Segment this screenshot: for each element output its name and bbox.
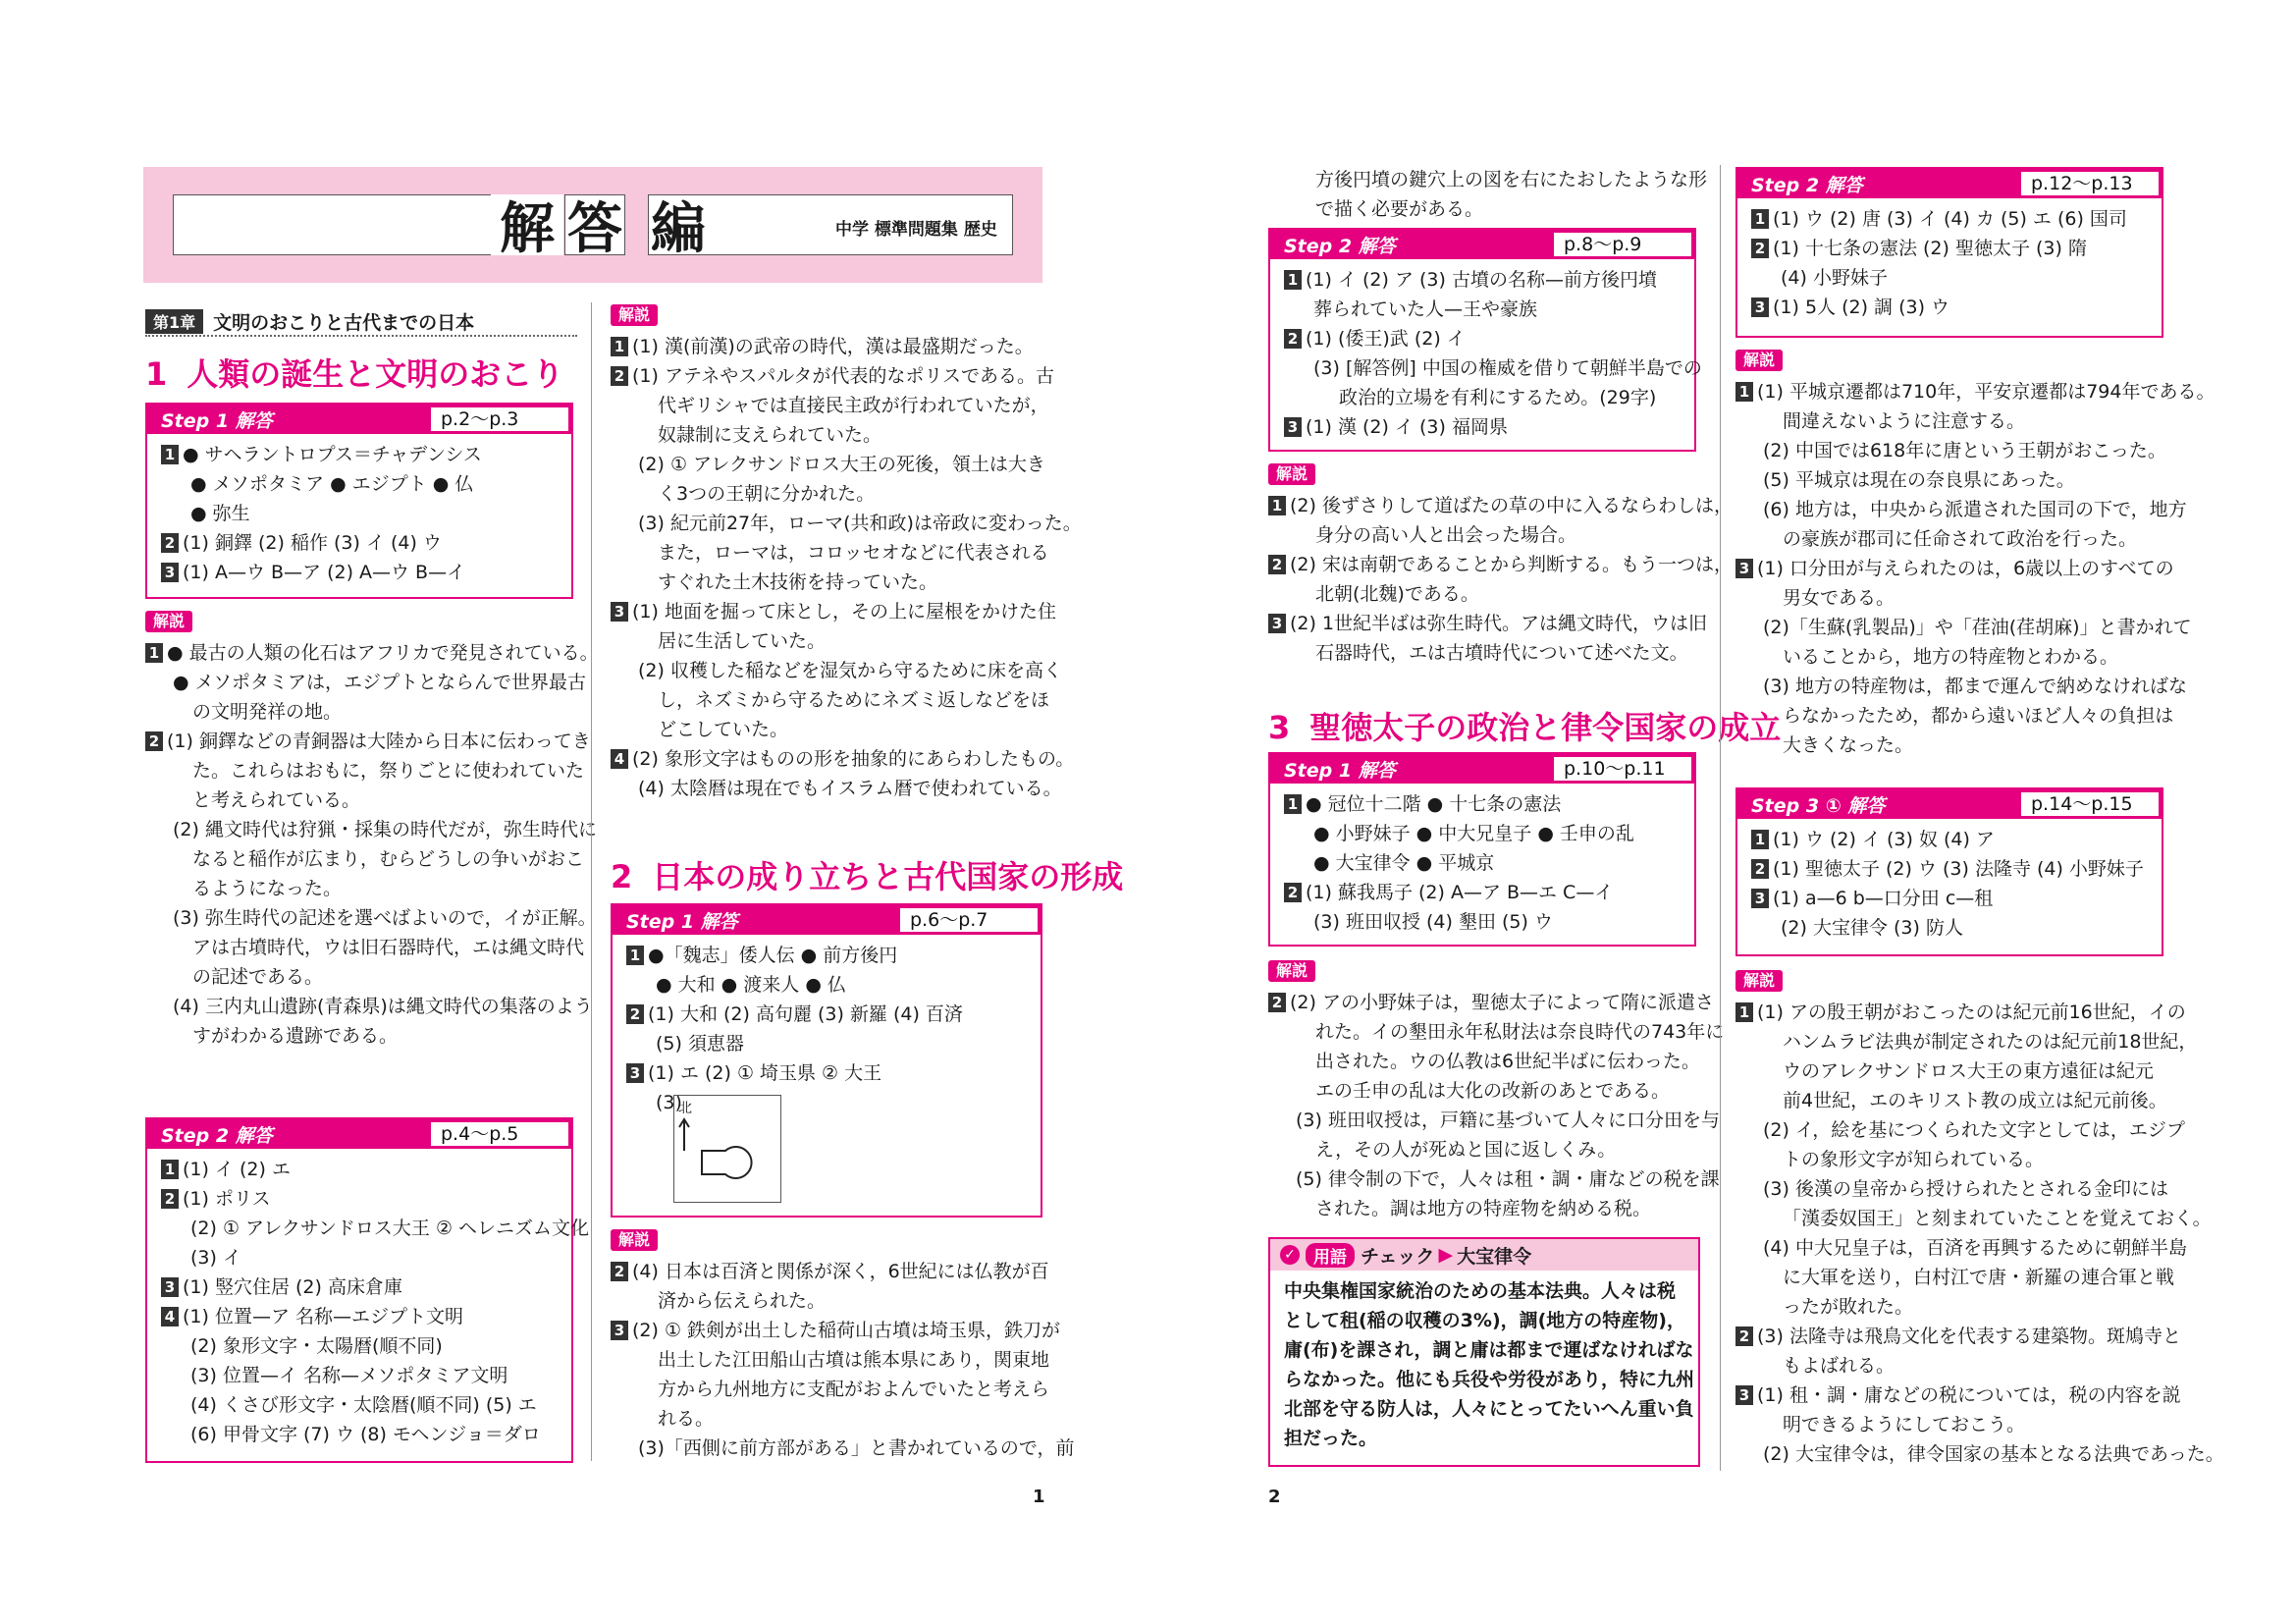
explanation-line: と考えられている。 xyxy=(192,789,361,811)
answer-line: (1) 十七条の憲法 (2) 聖徳太子 (3) 隋 xyxy=(1773,238,2087,259)
answer-line: ● 冠位十二階 ● 十七条の憲法 xyxy=(1306,793,1562,815)
term-check-header xyxy=(1270,1239,1698,1271)
explanation-line: (3) 後漢の皇帝から授けられたとされる金印には xyxy=(1763,1178,2168,1200)
keyhole-tomb-figure xyxy=(673,1095,781,1203)
answer-line: (1) 銅鐸 (2) 稲作 (3) イ (4) ウ xyxy=(183,532,442,554)
col4-step3-box xyxy=(1735,787,2163,956)
answer-line: (2) 象形文字・太陽暦(順不同) xyxy=(190,1335,443,1357)
question-number: 1 xyxy=(1751,830,1769,849)
step-label: Step 2 解答 xyxy=(1751,174,1863,196)
explanation-line: (1) 地面を掘って床とし，その上に屋根をかけた住 xyxy=(632,601,1056,623)
explanation-line: らなかったため，都から遠いほど人々の負担は xyxy=(1783,705,2174,727)
question-number: 1 xyxy=(1268,496,1286,515)
explanation-line: に大軍を送り，白村江で唐・新羅の連合軍と戦 xyxy=(1783,1267,2175,1288)
answer-line: (1) 竪穴住居 (2) 高床倉庫 xyxy=(183,1276,402,1298)
section-3-title xyxy=(1268,703,1781,748)
question-number: 2 xyxy=(626,1004,644,1024)
explanation-line: (2) ① アレクサンドロス大王の死後，領土は大き xyxy=(638,454,1045,475)
explanation-line: ● メソポタミアは，エジプトとならんで世界最古 xyxy=(173,672,587,693)
step-label: Step 3 ① 解答 xyxy=(1751,794,1886,817)
answer-line: ● 弥生 xyxy=(190,503,250,524)
question-number: 1 xyxy=(1735,1002,1753,1022)
explanation-line: 済から伝えられた。 xyxy=(658,1290,827,1312)
step-label: Step 1 解答 xyxy=(161,409,273,432)
question-number: 2 xyxy=(1751,859,1769,879)
check-icon: ✓ xyxy=(1280,1245,1300,1265)
term-line: 北部を守る防人は，人々にとってたいへん重い負 xyxy=(1284,1398,1694,1420)
term-check-body xyxy=(1270,1271,1698,1459)
term-name: 大宝律令 xyxy=(1457,1245,1532,1268)
answer-box-header xyxy=(1737,169,2162,198)
explanation-label: 解説 xyxy=(611,304,658,326)
explanation-line: エの壬申の乱は大化の改新のあとである。 xyxy=(1315,1080,1671,1102)
question-number: 3 xyxy=(1751,298,1769,317)
explanation-line: (3) 法隆寺は飛鳥文化を代表する建築物。斑鳩寺と xyxy=(1757,1326,2181,1347)
column-divider xyxy=(1720,165,1721,1471)
explanation-line: (2) 宋は南朝であることから判断する。もう一つは， xyxy=(1290,554,1733,575)
question-number: 1 xyxy=(1284,270,1302,290)
explanation-line: (2) 1世紀半ばは弥生時代。アは縄文時代，ウは旧 xyxy=(1290,613,1708,634)
explanation-line: 代ギリシャでは直接民主政が行われていたが， xyxy=(658,395,1049,416)
explanation-line: (4) 日本は百済と関係が深く，6世紀には仏教が百 xyxy=(632,1261,1049,1282)
answer-list xyxy=(147,434,571,593)
chapter-number: 第1章 xyxy=(145,309,203,334)
explanation-line: 間違えないように注意する。 xyxy=(1783,410,2026,432)
question-number: 1 xyxy=(1284,794,1302,814)
explanation-line: 出土した江田船山古墳は熊本県にあり，関東地 xyxy=(658,1349,1050,1371)
page-ref: p.12～p.13 xyxy=(2021,172,2159,195)
answer-line: (1) 5人 (2) 調 (3) ウ xyxy=(1773,297,1950,318)
explanation-label: 解説 xyxy=(1735,970,1783,992)
page-ref: p.4～p.5 xyxy=(431,1122,568,1146)
question-number: 4 xyxy=(161,1307,179,1326)
sec1-step1-box xyxy=(145,403,573,599)
chapter-title: 文明のおこりと古代までの日本 xyxy=(213,311,475,334)
explanation-line: く3つの王朝に分かれた。 xyxy=(658,483,876,505)
explanation-label: 解説 xyxy=(1735,350,1783,371)
explanation-line: (3) 班田収授は，戸籍に基づいて人々に口分田を与 xyxy=(1296,1110,1720,1131)
explanation-line: (4) 三内丸山遺跡(青森県)は縄文時代の集落のよう xyxy=(173,996,593,1017)
explanation-tag xyxy=(611,304,658,326)
header-right-box xyxy=(648,194,1013,261)
answer-line: ● 大和 ● 渡来人 ● 仏 xyxy=(656,974,846,996)
explanation-line: (2) 象形文字はものの形を抽象的にあらわしたもの。 xyxy=(632,748,1075,770)
question-number: 1 xyxy=(1735,382,1753,402)
explanation-line: れた。イの墾田永年私財法は奈良時代の743年に xyxy=(1315,1021,1725,1043)
question-number: 3 xyxy=(1735,559,1753,578)
term-pill: 用語 xyxy=(1306,1243,1355,1268)
explanation-line: ったが敗れた。 xyxy=(1783,1296,1914,1318)
question-number: 3 xyxy=(1735,1385,1753,1405)
question-number: 3 xyxy=(626,1063,644,1083)
page-ref: p.10～p.11 xyxy=(1554,757,1691,781)
explanation-tag xyxy=(1735,970,1783,992)
book-name: 中学 標準問題集 歴史 xyxy=(835,220,997,240)
answer-line: (4) くさび形文字・太陰暦(順不同) (5) エ xyxy=(190,1394,537,1416)
explanation-line: の豪族が郡司に任命されて政治を行った。 xyxy=(1783,528,2138,550)
explanation-line: (2) アの小野妹子は，聖徳太子によって隋に派遣さ xyxy=(1290,992,1714,1013)
explanation-line: ハンムラビ法典が制定されたのは紀元前18世紀， xyxy=(1783,1031,2198,1053)
step-label: Step 1 解答 xyxy=(1284,759,1396,782)
question-number: 3 xyxy=(611,602,628,622)
question-number: 1 xyxy=(161,445,179,464)
explanation-line: どこしていた。 xyxy=(658,719,789,740)
answer-line: ● メソポタミア ● エジプト ● 仏 xyxy=(190,473,474,495)
header-kanji-2: 答 xyxy=(564,194,625,255)
explanation-line: された。調は地方の特産物を納める税。 xyxy=(1315,1198,1652,1219)
explanation-line: (1) 口分田が与えられたのは，6歳以上のすべての xyxy=(1757,558,2174,579)
question-number: 2 xyxy=(1268,993,1286,1012)
answer-box-header xyxy=(1270,230,1694,259)
explanation-line: ウのアレクサンドロス大王の東方遠征は紀元 xyxy=(1783,1060,2154,1082)
answer-line: (1) イ (2) エ xyxy=(183,1159,291,1180)
question-number: 3 xyxy=(161,1277,179,1297)
explanation-line: もよばれる。 xyxy=(1783,1355,1896,1377)
question-number: 2 xyxy=(611,366,628,386)
question-number: 1 xyxy=(1751,209,1769,229)
answer-line: (3) [解答例] 中国の権威を借りて朝鮮半島での xyxy=(1313,357,1702,379)
explanation-tag xyxy=(145,611,192,632)
step-label: Step 1 解答 xyxy=(626,910,738,933)
section-number: 3 xyxy=(1268,709,1291,746)
answer-list xyxy=(1270,784,1694,943)
question-number: 2 xyxy=(1735,1326,1753,1346)
sec2-explanation xyxy=(611,1257,1075,1463)
col3-explanation xyxy=(1268,491,1733,668)
answer-line: (1) ポリス xyxy=(183,1188,271,1210)
question-number: 1 xyxy=(626,946,644,965)
question-number: 1 xyxy=(161,1160,179,1179)
question-number: 2 xyxy=(145,731,163,751)
step-label: Step 2 解答 xyxy=(1284,235,1396,257)
explanation-line: 大きくなった。 xyxy=(1783,734,1914,756)
term-check-box xyxy=(1268,1237,1700,1467)
term-line: 担だった。 xyxy=(1284,1428,1378,1449)
question-number: 2 xyxy=(161,533,179,553)
answer-line: (1) ウ (2) 唐 (3) イ (4) カ (5) エ (6) 国司 xyxy=(1773,208,2127,230)
explanation-line: の文明発祥の地。 xyxy=(192,701,343,723)
explanation-line: また，ローマは，コロッセオなどに代表される xyxy=(658,542,1049,564)
triangle-arrow-icon: ▶ xyxy=(1438,1244,1454,1266)
page-number-right: 2 xyxy=(1268,1487,1281,1507)
explanation-tag xyxy=(1268,463,1315,485)
answer-line: 政治的立場を有利にするため。(29字) xyxy=(1339,387,1657,408)
question-number: 3 xyxy=(1751,889,1769,908)
term-check-word: チェック xyxy=(1361,1245,1435,1268)
page-ref: p.8～p.9 xyxy=(1554,233,1691,256)
term-line: として租(稲の収穫の3%)，調(地方の特産物)， xyxy=(1284,1310,1685,1331)
answer-line: ● 小野妹子 ● 中大兄皇子 ● 壬申の乱 xyxy=(1313,823,1634,844)
explanation-tag xyxy=(1268,960,1315,982)
question-number: 3 xyxy=(1268,614,1286,633)
explanation-label: 解説 xyxy=(1268,463,1315,485)
page-ref: p.2～p.3 xyxy=(431,407,568,431)
explanation-line: 男女である。 xyxy=(1783,587,1896,609)
explanation-line: し，ネズミから守るためにネズミ返しなどをほ xyxy=(658,689,1050,711)
explanation-line: (3) 弥生時代の記述を選べばよいので，イが正解。 xyxy=(173,907,597,929)
explanation-label: 解説 xyxy=(1268,960,1315,982)
question-number: 3 xyxy=(161,563,179,582)
explanation-line: るようになった。 xyxy=(192,878,343,899)
answer-line: (3) xyxy=(656,1092,682,1113)
answer-line: 葬られていた人—王や豪族 xyxy=(1313,298,1538,320)
question-number: 2 xyxy=(1284,329,1302,349)
answer-list xyxy=(1270,259,1702,448)
explanation-line: (1) アの殷王朝がおこったのは紀元前16世紀，イの xyxy=(1757,1001,2186,1023)
explanation-line: (4) 太陰暦は現在でもイスラム暦で使われている。 xyxy=(638,778,1062,799)
answer-list xyxy=(147,1149,590,1455)
answer-line: (6) 甲骨文字 (7) ウ (8) モヘンジョ＝ダロ xyxy=(190,1424,541,1445)
question-number: 1 xyxy=(611,337,628,356)
answer-line: (1) 聖徳太子 (2) ウ (3) 法隆寺 (4) 小野妹子 xyxy=(1773,858,2144,880)
explanation-line: 身分の高い人と出会った場合。 xyxy=(1315,524,1577,546)
explanation-line: (2) イ，絵を基につくられた文字としては，エジプ xyxy=(1763,1119,2185,1141)
explanation-label: 解説 xyxy=(611,1229,658,1251)
explanation-line: (3) 紀元前27年，ローマ(共和政)は帝政に変わった。 xyxy=(638,513,1082,534)
answer-line: ● サヘラントロプス＝チャデンシス xyxy=(183,444,482,465)
question-number: 3 xyxy=(1284,417,1302,437)
explanation-line: (2) 収穫した稲などを湿気から守るために床を高く xyxy=(638,660,1062,681)
explanation-line: (2) 中国では618年に唐という王朝がおこった。 xyxy=(1763,440,2166,461)
answer-list xyxy=(1737,198,2162,328)
explanation-line: (2) ① 鉄剣が出土した稲荷山古墳は埼玉県，鉄刀が xyxy=(632,1320,1061,1341)
section-1-title xyxy=(145,350,563,395)
explanation-line: (4) 中大兄皇子は，百済を再興するために朝鮮半島 xyxy=(1763,1237,2187,1259)
answer-line: (2) 大宝律令 (3) 防人 xyxy=(1781,917,1963,939)
col4-explanation xyxy=(1735,377,2216,760)
explanation-line: (1) 租・調・庸などの税については，税の内容を説 xyxy=(1757,1384,2181,1406)
section-number: 1 xyxy=(145,355,168,393)
col3-step2-box xyxy=(1268,228,1702,452)
answer-line: (1) イ (2) ア (3) 古墳の名称—前方後円墳 xyxy=(1306,269,1657,291)
answer-line: ●「魏志」倭人伝 ● 前方後円 xyxy=(648,945,898,966)
answer-box-header xyxy=(613,905,1041,935)
explanation-line: (1) アテネやスパルタが代表的なポリスである。古 xyxy=(632,365,1055,387)
page-ref: p.14～p.15 xyxy=(2021,792,2159,816)
section-title-text: 聖徳太子の政治と律令国家の成立 xyxy=(1309,709,1782,746)
header-kanji-1: 解 xyxy=(491,194,563,255)
explanation-line: いることから，地方の特産物とわかる。 xyxy=(1783,646,2119,668)
explanation-line: すがわかる遺跡である。 xyxy=(192,1025,399,1047)
compass-north-label: 北 xyxy=(678,1101,692,1116)
explanation-line: 方後円墳の鍵穴上の図を右にたおしたような形 xyxy=(1315,169,1708,190)
answer-line: (3) イ xyxy=(190,1247,241,1269)
explanation-tag xyxy=(1735,350,1783,371)
question-number: 2 xyxy=(1268,555,1286,574)
explanation-line: で描く必要がある。 xyxy=(1315,198,1484,220)
explanation-line: (2)「生蘇(乳製品)」や「荏油(荏胡麻)」と書かれて xyxy=(1763,617,2192,638)
explanation-line: ● 最古の人類の化石はアフリカで発見されている。 xyxy=(167,642,599,664)
explanation-line: (5) 律令制の下で，人々は租・調・庸などの税を課 xyxy=(1296,1168,1720,1190)
explanation-line: 北朝(北魏)である。 xyxy=(1315,583,1479,605)
sec3-explanation xyxy=(1268,988,1725,1223)
col4-explanation-2 xyxy=(1735,998,2224,1469)
section-title-text: 人類の誕生と文明のおこり xyxy=(187,355,564,393)
page-ref: p.6～p.7 xyxy=(900,908,1038,932)
answer-line: (1) 漢 (2) イ (3) 福岡県 xyxy=(1306,416,1508,438)
step-label: Step 2 解答 xyxy=(161,1124,273,1147)
answer-box-header xyxy=(1270,754,1694,784)
answer-line: (1) ウ (2) イ (3) 奴 (4) ア xyxy=(1773,829,1995,850)
section-number: 2 xyxy=(611,858,633,895)
explanation-label: 解説 xyxy=(145,611,192,632)
explanation-line: 居に生活していた。 xyxy=(658,630,827,652)
sec1-explanation xyxy=(145,638,599,1051)
explanation-tag xyxy=(611,1229,658,1251)
explanation-line: 明できるようにしておこう。 xyxy=(1783,1414,2026,1435)
page-number-left: 1 xyxy=(1033,1487,1045,1507)
question-number: 2 xyxy=(1751,239,1769,258)
answer-line: (4) 小野妹子 xyxy=(1781,267,1888,289)
col2-explanation xyxy=(611,332,1082,803)
answer-box-header xyxy=(147,405,571,434)
answer-line: (5) 須恵器 xyxy=(656,1033,744,1055)
question-number: 3 xyxy=(611,1321,628,1340)
explanation-line: (6) 地方は，中央から派遣された国司の下で，地方 xyxy=(1763,499,2187,520)
explanation-line: (2) 大宝律令は，律令国家の基本となる法典であった。 xyxy=(1763,1443,2224,1465)
term-line: 庸(布)を課され，調と庸は都まで運ばなければな xyxy=(1284,1339,1694,1361)
answer-list xyxy=(1737,819,2162,948)
explanation-line: トの象形文字が知られている。 xyxy=(1783,1149,2045,1170)
explanation-line: (1) 銅鐸などの青銅器は大陸から日本に伝わってき xyxy=(167,731,591,752)
explanation-line: (2) 縄文時代は狩猟・採集の時代だが，弥生時代に xyxy=(173,819,597,840)
column-divider xyxy=(591,302,592,1461)
question-number: 2 xyxy=(1284,883,1302,902)
explanation-line: (5) 平城京は現在の奈良県にあった。 xyxy=(1763,469,2075,491)
explanation-line: れる。 xyxy=(658,1408,715,1430)
explanation-line: なると稲作が広まり，むらどうしの争いがおこ xyxy=(192,848,585,870)
explanation-line: 方から九州地方に支配がおよんでいたと考えら xyxy=(658,1379,1050,1400)
explanation-line: (1) 平城京遷都は710年，平安京遷都は794年である。 xyxy=(1757,381,2216,403)
explanation-line: え，その人が死ぬと国に返しくみ。 xyxy=(1315,1139,1617,1161)
explanation-line: の記述である。 xyxy=(192,966,324,988)
explanation-line: すぐれた土木技術を持っていた。 xyxy=(658,571,938,593)
answer-line: (1) a—6 b—口分田 c—租 xyxy=(1773,888,1994,909)
answer-line: (1) 大和 (2) 高句麗 (3) 新羅 (4) 百済 xyxy=(648,1003,963,1025)
explanation-line: 前4世紀，エのキリスト教の成立は紀元前後。 xyxy=(1783,1090,2167,1111)
question-number: 1 xyxy=(145,643,163,663)
explanation-line: 奴隷制に支えられていた。 xyxy=(658,424,882,446)
answer-line: (1) 位置—ア 名称—エジプト文明 xyxy=(183,1306,463,1327)
answer-line: (1) A—ウ B—ア (2) A—ウ B—イ xyxy=(183,562,466,583)
explanation-line: 「漢委奴国王」と刻まれていたことを覚えておく。 xyxy=(1783,1208,2212,1229)
answer-line: (1) エ (2) ① 埼玉県 ② 大王 xyxy=(648,1062,882,1084)
explanation-line: アは古墳時代，ウは旧石器時代，エは縄文時代 xyxy=(192,937,585,958)
answer-line: (2) ① アレクサンドロス大王 ② ヘレニズム文化 xyxy=(190,1218,590,1239)
sec3-step1-box xyxy=(1268,752,1696,947)
term-line: らなかった。他にも兵役や労役があり，特に九州 xyxy=(1284,1369,1695,1390)
explanation-line: (3)「西側に前方部がある」と書かれているので，前 xyxy=(638,1437,1075,1459)
answer-line: (1) (倭王)武 (2) イ xyxy=(1306,328,1466,350)
section-2-title xyxy=(611,852,1123,897)
explanation-line: (2) 後ずさりして道ばたの草の中に入るならわしは， xyxy=(1290,495,1733,516)
explanation-line: 石器時代，エは古墳時代について述べた文。 xyxy=(1315,642,1688,664)
answer-box-header xyxy=(1737,789,2162,819)
explanation-line: (1) 漢(前漢)の武帝の時代，漢は最盛期だった。 xyxy=(632,336,1034,357)
col3-continuation xyxy=(1315,165,1728,224)
explanation-line: た。これらはおもに，祭りごとに使われていた xyxy=(192,760,585,782)
header-kanji-3: 編 xyxy=(651,196,706,261)
answer-box-header xyxy=(147,1119,571,1149)
sec1-step2-box xyxy=(145,1117,590,1463)
explanation-line: (3) 地方の特産物は，都まで運んで納めなければな xyxy=(1763,676,2187,697)
question-number: 4 xyxy=(611,749,628,769)
answer-line: ● 大宝律令 ● 平城京 xyxy=(1313,852,1495,874)
term-line: 中央集権国家統治のための基本法典。人々は税 xyxy=(1284,1280,1677,1302)
explanation-line: 出された。ウの仏教は6世紀半ばに伝わった。 xyxy=(1315,1051,1700,1072)
section-title-text: 日本の成り立ちと古代国家の形成 xyxy=(652,858,1124,895)
chapter-heading xyxy=(145,307,577,337)
col4-step2-box xyxy=(1735,167,2163,338)
answer-line: (3) 位置—イ 名称—メソポタミア文明 xyxy=(190,1365,508,1386)
answer-line: (3) 班田収授 (4) 墾田 (5) ウ xyxy=(1313,911,1553,933)
question-number: 2 xyxy=(161,1189,179,1209)
answer-line: (1) 蘇我馬子 (2) A—ア B—エ C—イ xyxy=(1306,882,1614,903)
question-number: 2 xyxy=(611,1262,628,1281)
